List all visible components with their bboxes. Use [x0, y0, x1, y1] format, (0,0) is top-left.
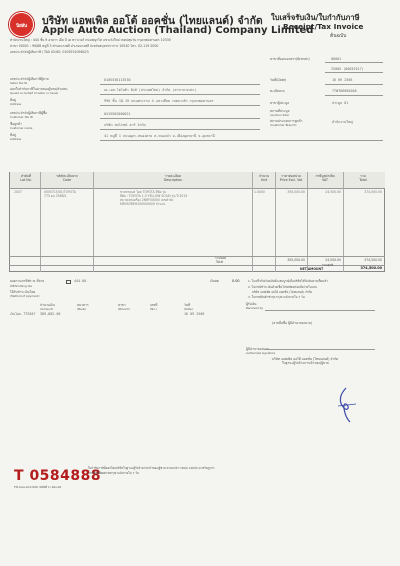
payment-ref: เงินโอน TTS847 [10, 312, 36, 316]
ref-value: 7TWT66090208 [332, 89, 357, 93]
seller-address-value: 990 ชั้น 18-19 ถนนพระราม 4 แขวงสีลม เขตบางรัก กรุงเทพมหานคร [104, 99, 214, 103]
withheld-sub: Withholding tax [10, 284, 33, 288]
document-title-th: ใบเสร็จรับเงิน/ใบกำกับภาษี [271, 13, 360, 22]
pay-col-date-sub: (Date) [184, 307, 193, 311]
company-small-2: ในฐานะผู้รับจ้างจากเจ้าของ/ผู้ขาย [282, 361, 329, 365]
row-desc-2: ยี่ห้อ : TOYOTA 1.5 YELLOW SOLID รุ่น ปี 2015 [120, 194, 188, 198]
customer-taxid-label: เลขประจำตัวผู้เสียภาษีผู้ซื้อ [10, 111, 47, 115]
payment-amount: 389,882.00 [40, 312, 61, 316]
withheld-value: 444.00 [74, 279, 87, 283]
branch-label: สาขาที่ออกเอกสาร(Branch) [270, 57, 310, 61]
note-1: 1. ใบเสร็จรับเงินฉบับนี้จะสมบูรณ์เมื่อบริษัทได้รับเงินตามเช็คแล้ว [248, 279, 328, 283]
received-label: ผู้รับเงิน [246, 302, 257, 306]
pay-col-date: วันที่ [184, 303, 191, 307]
pay-col-bank: ธนาคาร [77, 303, 89, 307]
col-vat: ภาษีมูลค่าเพิ่ม VAT [315, 174, 335, 182]
row-total: 374,500.00 [364, 190, 382, 194]
customer-address-sub: Address [10, 137, 22, 141]
car-value: ประมูล 01 [332, 101, 349, 105]
company-logo: นิสสัน [9, 12, 34, 37]
pay-col-branch: สาขา [118, 303, 126, 307]
ref-label: ทะเบียนรถ [270, 89, 285, 93]
row-price: 350,000.00 [287, 190, 305, 194]
seller-taxid-label: เลขประจำตัวผู้เสียภาษีผู้ขาย [10, 77, 49, 81]
note-4: 3. ในกรณีสินค้าชำรุด กรุณาแจ้งภายใน 7 วัน [248, 295, 305, 299]
seller-taxid-value: 0105536113530 [104, 78, 131, 82]
row-vat: 24,500.00 [325, 190, 341, 194]
payment-date: 16 09 2566 [184, 312, 205, 316]
row-desc-3: หมายเลขเครื่อง 2NRF00000 เลขตัวถัง [120, 198, 174, 202]
net-sub: NET AMOUNT [300, 267, 324, 271]
row-desc-4: MR053REH200000000 จำนวน [120, 202, 166, 206]
customer-taxid-sub: Customer Tax ID [10, 115, 33, 119]
col-price: ราคาต่อหน่วย Price Excl. Vat [279, 174, 303, 182]
subtotal-sub: Total [216, 260, 224, 264]
pay-col-amount-sub: (Amount) [40, 307, 54, 311]
customer-address-value: 41 หมู่ที่ 1 ถนนอุดร-หนองคาย ต.หนองบัว อ.เมืองอุดรธานี จ.อุดรธานี [104, 134, 215, 138]
behalf-label: ออกใบกำกับภาษีในนามของผู้ขาย/ตัวแทน [10, 87, 68, 91]
customer-branch-label: สถานประกอบการลูกค้า [270, 119, 303, 123]
customer-branch-sub: (Customer Branch) [270, 123, 297, 127]
copy-label: ต้นฉบับ [330, 33, 347, 39]
company-tax-id: เลขประจำตัวผู้เสียภาษี / TAX ID.NO. 0105551098423 [10, 50, 89, 54]
col-code: รหัส/ทะเบียนรถ Code [56, 174, 78, 182]
withheld-checkbox[interactable] [66, 280, 71, 284]
row-lot: 2007 [14, 190, 22, 194]
balance-value: 0.00 [232, 279, 240, 283]
date-label: วันที่(Date) [270, 78, 287, 82]
col-unit: จำนวน Unit [259, 174, 269, 182]
auth-sig-sub: Authorized signature [246, 351, 276, 355]
balance-label: เงินสด [210, 279, 219, 283]
serial-number: T 0584888 [14, 468, 102, 484]
company-address-2: สาขา 00001 : 99/88 หมู่ที่ 3 ตำบลบางพลี อำเภอบางพลี จังหวัดสมุทรปราการ 10540 โทร. 02-119 2000 [10, 44, 159, 48]
subtotal-price: 350,000.00 [287, 258, 305, 262]
pay-col-no: เลขที่ [150, 303, 158, 307]
form-code: FM-AAA-ACC-006 (ฉบับที่ 1) Rev.00 [14, 485, 62, 489]
customer-name-value: บริษัท สมโภชน์ คาร์ จำกัด [104, 123, 146, 127]
customer-name-label: ชื่อลูกค้า [10, 122, 22, 126]
seller-taxid-sub: Seller Tax ID [10, 81, 28, 85]
row-code: 0005715/01/TOYOTA [44, 190, 76, 194]
subtotal-label: รวมยอด [215, 256, 227, 260]
net-value: 374,500.00 [360, 266, 382, 270]
note-2: 2. ในกรณีชำระเงินด้วยเช็คโปรดขีดคร่อมสั่งจ่ายในนาม [248, 285, 318, 289]
auction-label: สถานที่ประมูล [270, 109, 290, 113]
behalf-value: เค.เอส.โตโยต้า คิงส์ (ประเทศไทย) จำกัด (สาขาบางปลา) [104, 88, 197, 92]
seller-address-label: ที่อยู่ [10, 98, 16, 102]
method-sub: (Method of payment) [10, 294, 40, 298]
customer-branch-value: สำนักงานใหญ่ [332, 120, 354, 124]
auction-value: (Auction Site) [270, 113, 290, 117]
customer-name-sub: Customer name [10, 126, 33, 130]
document-title-en: Receipt/Tax Invoice [283, 22, 364, 31]
car-label: สาขาผู้ประมูล [270, 101, 290, 105]
branch-value: 00001 [331, 57, 342, 61]
company-small: บริษัท แอพเพิล ออโต้ ออคชั่น (ไทยแลนด์) จำกัด [272, 357, 339, 361]
pay-col-amount: จำนวนเงิน [40, 303, 55, 307]
net-label: รวมสุทธิ [322, 263, 334, 267]
customer-taxid-value: 0415562000021 [104, 112, 131, 116]
company-address-1: สำนักงานใหญ่ : 444 ชั้น 9 อาคาร เอ็ม บี เค ทาวเวอร์ ถนนพญาไท แขวงวังใหม่ เขตปทุมวัน กรุงเทพมหานคร 10330 [10, 38, 171, 42]
customer-address-label: ที่อยู่ [10, 133, 16, 137]
pay-col-branch-sub: (Branch) [118, 307, 131, 311]
footer-text-1: ใบกำกับภาษีนี้ออกโดยบริษัทในฐานะผู้รับจ้างจากเจ้าของ/ผู้ขาย ตามมาตรา 86/6 แห่งประมวลรัษฎากร [88, 466, 215, 470]
document-number: IV005 (00032517) [331, 67, 364, 71]
footer-text-2: กรณีมีข้อผิดพลาดกรุณาแจ้งภายใน 7 วัน [88, 471, 139, 475]
col-description: รายละเอียด Description [163, 174, 183, 182]
company-name-en: Apple Auto Auction (Thailand) Company Limited [42, 25, 314, 36]
seller-address-sub: Address [10, 102, 22, 106]
subtotal-total: 374,500.00 [364, 258, 382, 262]
auth-label: (ลายมือชื่อ ผู้มีอำนาจลงนาม) [272, 321, 313, 325]
subtotal-vat: 24,500.00 [325, 258, 341, 262]
col-lot: ลำดับที่ Lot No. [20, 174, 32, 182]
auth-sig-label: ผู้มีอำนาจลงนาม [246, 347, 270, 351]
date-value: 16 09 2566 [332, 78, 353, 82]
received-sub: Received by [246, 306, 264, 310]
method-label: ได้รับชำระเงินโดย [10, 290, 36, 294]
behalf-sub: Issued on behalf of seller or owner [10, 91, 59, 95]
pay-col-no-sub: (No.) [150, 307, 157, 311]
row-unit: 1.0000 [254, 190, 265, 194]
signature-mark [330, 386, 364, 426]
col-total: รวม Total [359, 174, 367, 182]
row-desc-1: ขายรถยนต์ โดย TOYOTA ยี่ห้อ รุ่น [120, 190, 167, 194]
pay-col-bank-sub: (Bank) [77, 307, 87, 311]
note-3: บริษัท แอพเพิล ออโต้ ออคชั่น (ไทยแลนด์) จำกัด [252, 290, 312, 294]
row-code2: 773 ดบ 2586/1 [44, 194, 67, 198]
company-name-th: บริษัท แอพเพิล ออโต้ ออคชั่น (ไทยแลนด์) จำกัด [42, 15, 263, 27]
withheld-label: ยอดรวมภาษีหัก ณ ที่จ่าย [10, 279, 45, 283]
